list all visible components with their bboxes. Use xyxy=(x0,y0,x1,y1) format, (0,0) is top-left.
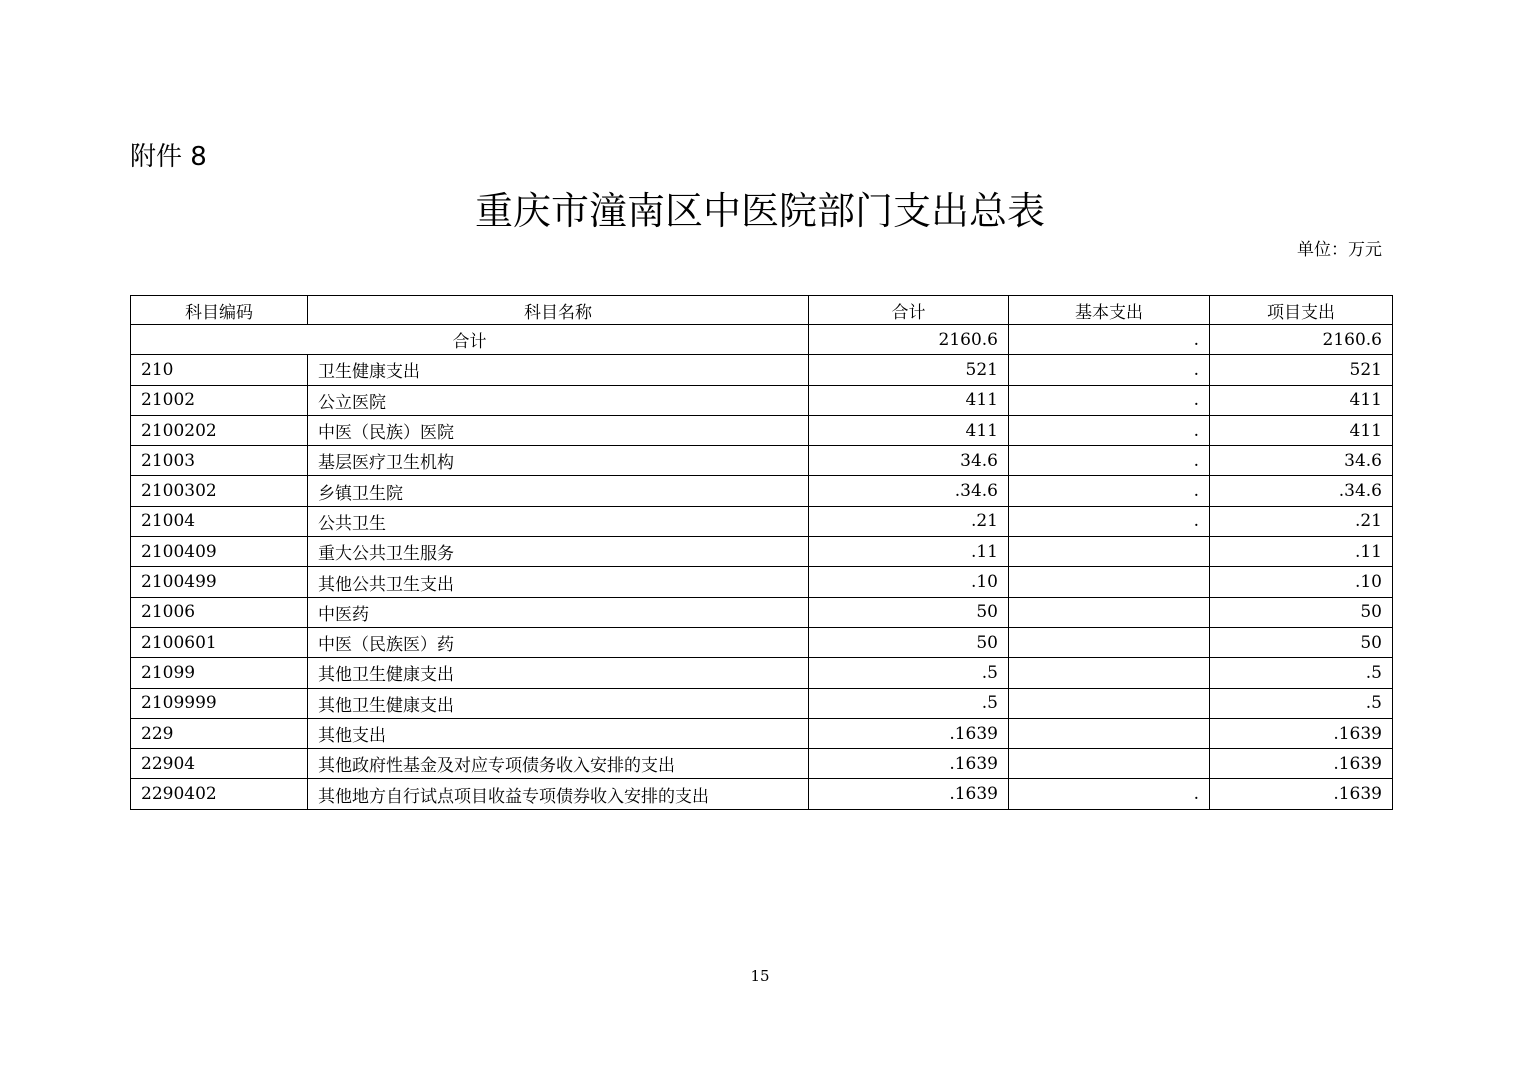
cell-name: 其他卫生健康支出 xyxy=(308,688,809,718)
cell-total: .10 xyxy=(809,567,1009,597)
cell-code: 2100409 xyxy=(131,537,308,567)
cell-code: 2100202 xyxy=(131,415,308,445)
cell-total: .5 xyxy=(809,688,1009,718)
cell-project: .34.6 xyxy=(1210,476,1393,506)
cell-project: 411 xyxy=(1210,385,1393,415)
cell-name: 乡镇卫生院 xyxy=(308,476,809,506)
cell-code: 2100499 xyxy=(131,567,308,597)
cell-code: 22904 xyxy=(131,749,308,779)
cell-code: 210 xyxy=(131,355,308,385)
table-row xyxy=(131,749,1393,779)
table-row xyxy=(131,718,1393,748)
cell-name: 其他政府性基金及对应专项债务收入安排的支出 xyxy=(308,749,809,779)
column-header-basic: 基本支出 xyxy=(1009,296,1210,325)
table-row xyxy=(131,385,1393,415)
cell-name: 重大公共卫生服务 xyxy=(308,537,809,567)
cell-name: 中医药 xyxy=(308,597,809,627)
column-header-total: 合计 xyxy=(809,296,1009,325)
table-row xyxy=(131,415,1393,445)
cell-project: 521 xyxy=(1210,355,1393,385)
cell-name: 基层医疗卫生机构 xyxy=(308,446,809,476)
total-row-basic: . xyxy=(1009,325,1210,355)
cell-project: .5 xyxy=(1210,658,1393,688)
cell-basic: . xyxy=(1009,355,1210,385)
cell-basic xyxy=(1009,627,1210,657)
page-number: 15 xyxy=(750,967,770,985)
cell-basic: . xyxy=(1009,476,1210,506)
cell-code: 21002 xyxy=(131,385,308,415)
table-header-row xyxy=(131,296,1393,325)
table-row xyxy=(131,506,1393,536)
cell-total: .34.6 xyxy=(809,476,1009,506)
cell-basic xyxy=(1009,658,1210,688)
cell-code: 21004 xyxy=(131,506,308,536)
cell-project: 34.6 xyxy=(1210,446,1393,476)
cell-name: 中医（民族）医院 xyxy=(308,415,809,445)
cell-code: 2109999 xyxy=(131,688,308,718)
total-row-label: 合计 xyxy=(131,325,809,355)
table-row xyxy=(131,446,1393,476)
cell-name: 中医（民族医）药 xyxy=(308,627,809,657)
cell-code: 229 xyxy=(131,718,308,748)
cell-basic xyxy=(1009,567,1210,597)
cell-basic: . xyxy=(1009,385,1210,415)
cell-basic xyxy=(1009,597,1210,627)
table-row xyxy=(131,688,1393,718)
table-row xyxy=(131,476,1393,506)
table-row xyxy=(131,658,1393,688)
cell-project: .11 xyxy=(1210,537,1393,567)
cell-total: .1639 xyxy=(809,718,1009,748)
cell-project: 50 xyxy=(1210,597,1393,627)
cell-project: .10 xyxy=(1210,567,1393,597)
attachment-label: 附件 8 xyxy=(130,142,207,172)
cell-project: .1639 xyxy=(1210,779,1393,809)
column-header-code: 科目编码 xyxy=(131,296,308,325)
unit-label: 单位：万元 xyxy=(1297,240,1382,260)
cell-total: .1639 xyxy=(809,779,1009,809)
cell-project: .1639 xyxy=(1210,718,1393,748)
cell-project: .1639 xyxy=(1210,749,1393,779)
expenditure-table xyxy=(130,295,1393,810)
page-title: 重庆市潼南区中医院部门支出总表 xyxy=(474,189,1045,233)
cell-code: 21006 xyxy=(131,597,308,627)
cell-project: .21 xyxy=(1210,506,1393,536)
cell-name: 公共卫生 xyxy=(308,506,809,536)
cell-code: 2290402 xyxy=(131,779,308,809)
cell-total: 411 xyxy=(809,415,1009,445)
cell-total: 34.6 xyxy=(809,446,1009,476)
table-row xyxy=(131,567,1393,597)
cell-basic: . xyxy=(1009,506,1210,536)
cell-total: .21 xyxy=(809,506,1009,536)
cell-code: 2100302 xyxy=(131,476,308,506)
cell-total: 50 xyxy=(809,627,1009,657)
table-row xyxy=(131,779,1393,809)
table-row xyxy=(131,627,1393,657)
cell-basic xyxy=(1009,688,1210,718)
total-row-project: 2160.6 xyxy=(1210,325,1393,355)
cell-total: .5 xyxy=(809,658,1009,688)
cell-basic: . xyxy=(1009,446,1210,476)
cell-total: .1639 xyxy=(809,749,1009,779)
cell-code: 21003 xyxy=(131,446,308,476)
cell-code: 2100601 xyxy=(131,627,308,657)
cell-basic: . xyxy=(1009,779,1210,809)
cell-name: 其他公共卫生支出 xyxy=(308,567,809,597)
cell-name: 其他地方自行试点项目收益专项债券收入安排的支出 xyxy=(308,779,809,809)
cell-project: .5 xyxy=(1210,688,1393,718)
cell-basic: . xyxy=(1009,415,1210,445)
column-header-name: 科目名称 xyxy=(308,296,809,325)
table-row xyxy=(131,537,1393,567)
cell-project: 411 xyxy=(1210,415,1393,445)
cell-total: .11 xyxy=(809,537,1009,567)
total-row xyxy=(131,325,1393,355)
cell-name: 卫生健康支出 xyxy=(308,355,809,385)
cell-total: 411 xyxy=(809,385,1009,415)
cell-name: 公立医院 xyxy=(308,385,809,415)
cell-total: 521 xyxy=(809,355,1009,385)
cell-name: 其他卫生健康支出 xyxy=(308,658,809,688)
table-row xyxy=(131,597,1393,627)
cell-basic xyxy=(1009,537,1210,567)
cell-name: 其他支出 xyxy=(308,718,809,748)
cell-code: 21099 xyxy=(131,658,308,688)
table-row xyxy=(131,355,1393,385)
column-header-project: 项目支出 xyxy=(1210,296,1393,325)
cell-total: 50 xyxy=(809,597,1009,627)
total-row-total: 2160.6 xyxy=(809,325,1009,355)
cell-basic xyxy=(1009,749,1210,779)
cell-basic xyxy=(1009,718,1210,748)
cell-project: 50 xyxy=(1210,627,1393,657)
